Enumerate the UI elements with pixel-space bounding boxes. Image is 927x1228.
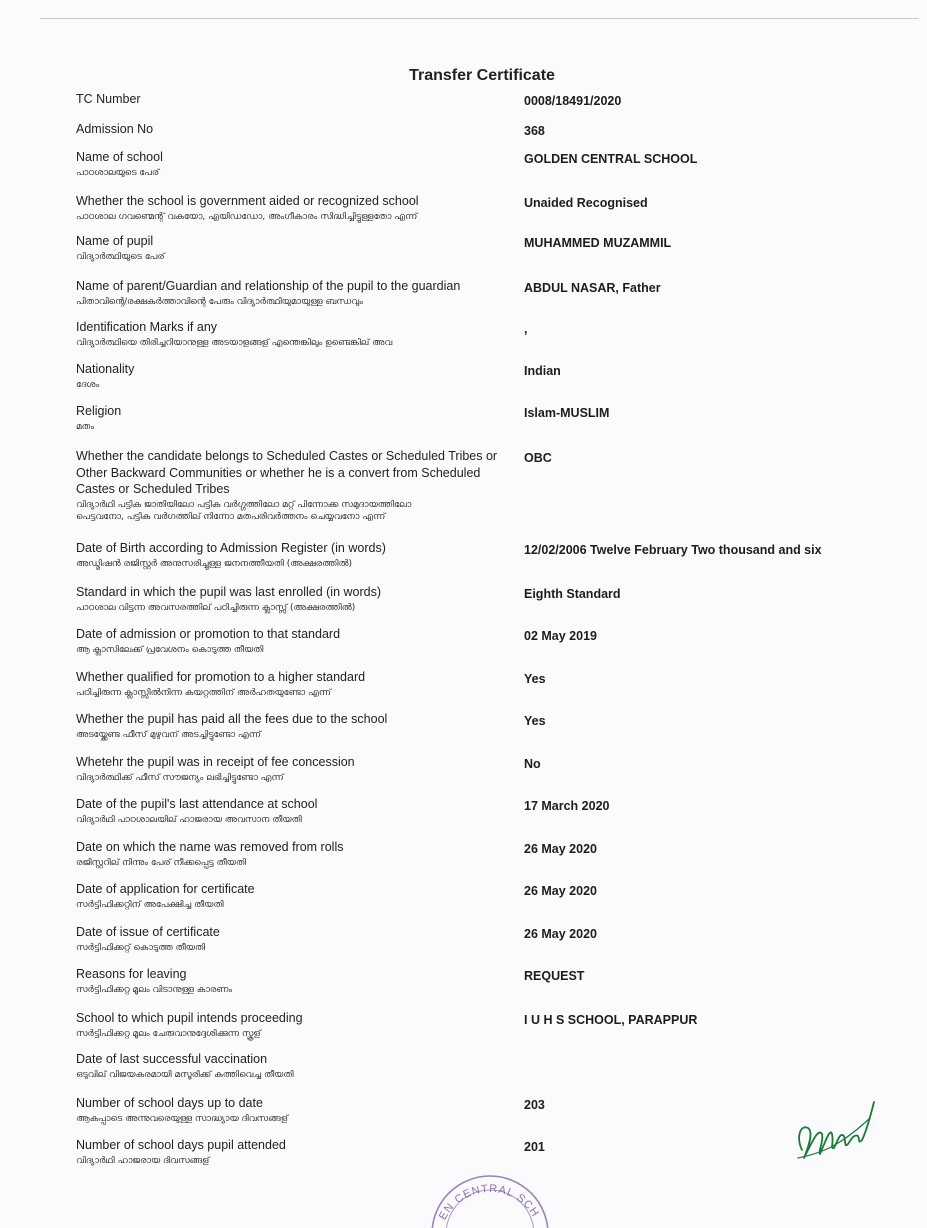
field-label-malayalam: പിതാവിന്റെ/രക്ഷകർത്താവിന്റെ പേരും വിദ്യാർത്ഥിയുമായുള്ള ബന്ധവും: [76, 296, 363, 307]
field-label-malayalam: സർട്ടിഫിക്കറ്റ മൂലം ചേരുവാനുദ്ദേശിക്കുന്ന സ്കൂള്: [76, 1028, 261, 1039]
field-label-malayalam: ഒടുവില് വിജയകരമായി മസൂരിക്ക് കത്തിവെച്ച തീയതി: [76, 1069, 294, 1080]
field-value: OBC: [524, 451, 552, 465]
field-value: REQUEST: [524, 969, 585, 983]
field-value: ,: [524, 322, 528, 336]
field-value: 26 May 2020: [524, 842, 597, 856]
seal-text: EN CENTRAL SCH: [436, 1182, 542, 1222]
field-label: Date of issue of certificate: [76, 925, 220, 939]
field-label: Whether the school is government aided or recognized school: [76, 194, 419, 208]
field-label: Identification Marks if any: [76, 320, 218, 334]
field-label-malayalam: വിദ്യാർത്ഥിയുടെ പേര്: [76, 251, 165, 262]
field-label: Admission No: [76, 122, 154, 136]
field-label: Name of school: [76, 150, 163, 164]
field-label: Whether qualified for promotion to a higher standard: [76, 670, 366, 684]
field-label-malayalam: വിദ്യാർത്ഥിക്ക് ഫീസ് സൗജന്യം ലഭിച്ചിട്ടുണ്ടോ എന്ന്: [76, 772, 284, 783]
field-label: Date on which the name was removed from rolls: [76, 840, 344, 854]
field-value: 02 May 2019: [524, 629, 597, 643]
field-value: Yes: [524, 672, 546, 686]
field-label-malayalam: മതം: [76, 421, 95, 432]
field-value: 203: [524, 1098, 545, 1112]
field-label-malayalam: സർട്ടിഫിക്കറ്റിന് അപേക്ഷിച്ച തീയതി: [76, 899, 224, 910]
field-value: I U H S SCHOOL, PARAPPUR: [524, 1013, 698, 1027]
field-label: School to which pupil intends proceeding: [76, 1011, 303, 1025]
document-title: Transfer Certificate: [409, 67, 555, 84]
field-label-malayalam: വിദ്യാർത്ഥിയെ തിരിച്ചറിയാനുള്ള അടയാളങ്ങള് എന്തെങ്കിലും ഉണ്ടെങ്കില് അവ: [76, 337, 393, 348]
field-label: Name of parent/Guardian and relationship of the pupil to the guardian: [76, 279, 461, 293]
field-value: No: [524, 757, 541, 771]
field-label: Reasons for leaving: [76, 967, 187, 981]
field-label-malayalam: ദേശം: [76, 379, 100, 390]
field-value: MUHAMMED MUZAMMIL: [524, 236, 672, 250]
field-label: Standard in which the pupil was last enrolled (in words): [76, 585, 382, 599]
field-label: Date of admission or promotion to that standard: [76, 627, 341, 641]
field-label-malayalam: പാഠശാല വിട്ടന്ന അവസരത്തില് പഠിച്ചിരുന്ന ക്ലാസ്സ് (അക്ഷരത്തിൽ): [76, 602, 356, 613]
field-value: 201: [524, 1140, 545, 1154]
field-value: GOLDEN CENTRAL SCHOOL: [524, 152, 698, 166]
field-label: Whether the candidate belongs to Scheduled Castes or Scheduled Tribes or Other Backward Communities or whether he is a convert from Scheduled Castes or Scheduled Tribes: [76, 449, 498, 496]
signature: [788, 1088, 878, 1166]
field-value: 0008/18491/2020: [524, 94, 622, 108]
field-label: Religion: [76, 404, 122, 418]
field-label-malayalam: ആകപ്പാടെ അന്നുവരെയുള്ള സാദ്ധ്യായ ദിവസങ്ങള്: [76, 1113, 288, 1124]
field-label: Whether the pupil has paid all the fees due to the school: [76, 712, 388, 726]
field-value: 26 May 2020: [524, 884, 597, 898]
field-label: Date of the pupil's last attendance at school: [76, 797, 318, 811]
field-value: ABDUL NASAR, Father: [524, 281, 661, 295]
field-label-malayalam: രജിസ്റ്ററില് നിന്നും പേര് നീക്കപ്പെട്ട തീയതി: [76, 857, 247, 868]
field-label: Name of pupil: [76, 234, 154, 248]
field-label-malayalam: വിദ്യാർഥി പട്ടിക ജാതിയിലോ പട്ടിക വർഗ്ഗത്തിലോ മറ്റ് പിന്നോക്ക സമുദായത്തിലോ പെട്ടവനോ, പട്ടിക വർഗത്തില് നിന്നോ മതപരിവർത്തനം ചെയ്യവനോ എന്ന്: [76, 499, 412, 522]
school-seal: [420, 1168, 560, 1228]
field-label-malayalam: അഡ്മിഷൻ രജിസ്റ്റർ അനുസരിച്ചുള്ള ജനനത്തീയതി (അക്ഷരത്തിൽ): [76, 558, 353, 569]
field-value: 12/02/2006 Twelve February Two thousand and six: [524, 543, 822, 557]
field-value: Yes: [524, 714, 546, 728]
field-value: Unaided Recognised: [524, 196, 648, 210]
field-label: Nationality: [76, 362, 135, 376]
field-label-malayalam: വിദ്യാർഥി ഹാജരായ ദിവസങ്ങള്: [76, 1155, 210, 1166]
field-label-malayalam: സർട്ടിഫിക്കറ്റ മൂലം വിടാനുള്ള കാരണം: [76, 984, 233, 995]
field-value: Indian: [524, 364, 561, 378]
top-rule: [40, 18, 919, 19]
field-label: Number of school days up to date: [76, 1096, 263, 1110]
field-label-malayalam: ആ ക്ലാസിലേക്ക് പ്രവേശനം കൊടുത്ത തീയതി: [76, 644, 264, 655]
field-label: TC Number: [76, 92, 141, 106]
field-value: 368: [524, 124, 545, 138]
field-value: Islam-MUSLIM: [524, 406, 610, 420]
field-label: Date of last successful vaccination: [76, 1052, 268, 1066]
field-label-malayalam: പാഠശാലയുടെ പേര്: [76, 167, 160, 178]
field-label: Date of application for certificate: [76, 882, 255, 896]
field-label: Whetehr the pupil was in receipt of fee concession: [76, 755, 355, 769]
field-label-malayalam: പഠിച്ചിരുന്ന ക്ലാസ്സിൽനിന്ന കയറ്റത്തിന് അർഹതയുണ്ടോ എന്ന്: [76, 687, 332, 698]
field-label-malayalam: വിദ്യാർഥി പാഠശാലയില് ഹാജരായ അവസാന തീയതി: [76, 814, 302, 825]
field-label-malayalam: അടയ്ക്കേണ്ട ഫീസ് മുഴുവന് അടച്ചിട്ടുണ്ടോ എന്ന്: [76, 729, 261, 740]
field-label-malayalam: സർട്ടിഫിക്കറ്റ് കൊടുത്ത തീയതി: [76, 942, 206, 953]
field-value: 26 May 2020: [524, 927, 597, 941]
field-label-malayalam: പാഠശാല ഗവണ്മെന്റ് വകയോ, എയിഡഡോ, അംഗീകാരം സിദ്ധിച്ചിട്ടുള്ളതോ എന്ന്: [76, 211, 418, 222]
field-label: Date of Birth according to Admission Register (in words): [76, 541, 386, 555]
field-label: Number of school days pupil attended: [76, 1138, 286, 1152]
field-value: 17 March 2020: [524, 799, 610, 813]
field-value: Eighth Standard: [524, 587, 621, 601]
